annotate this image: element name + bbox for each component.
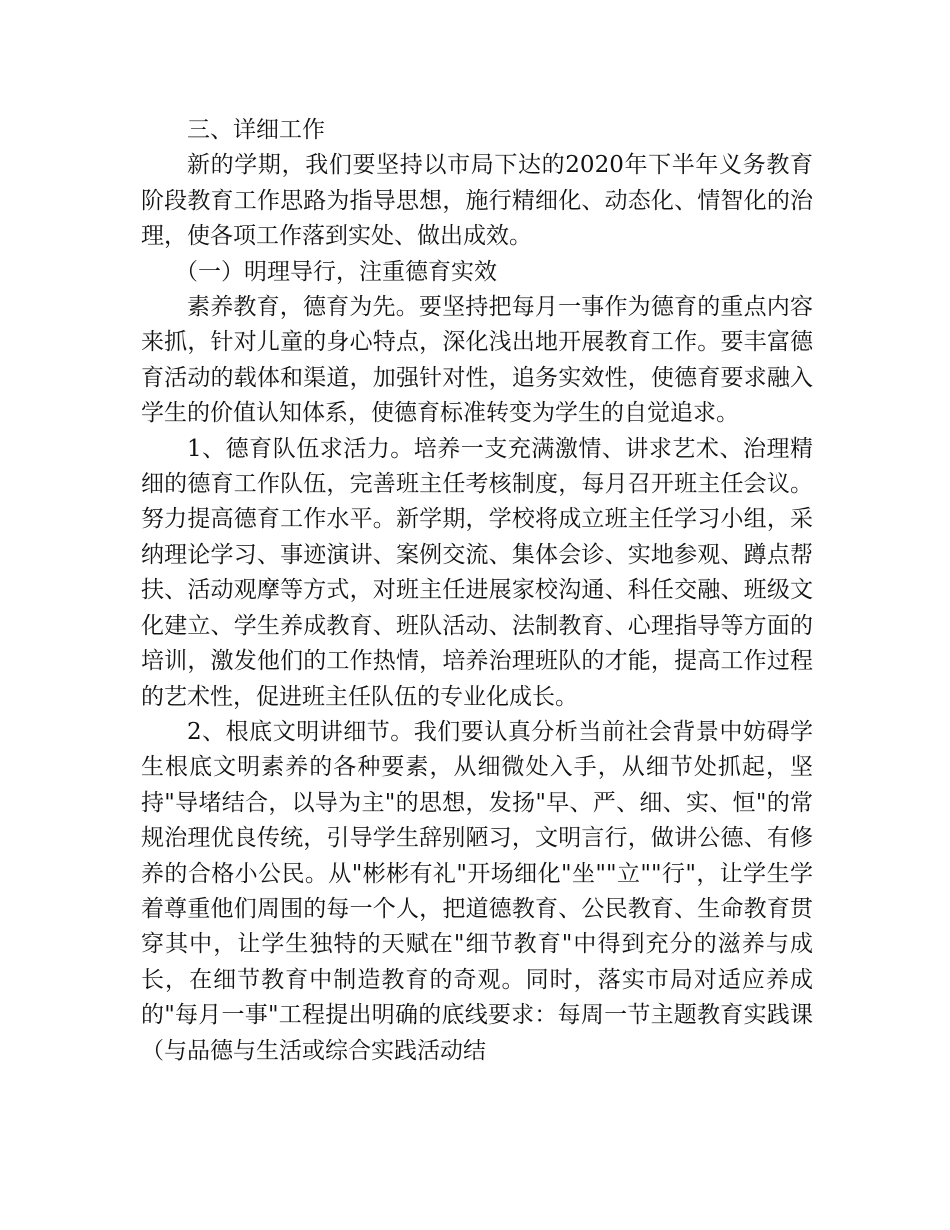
intro-paragraph: 新的学期，我们要坚持以市局下达的2020年下半年义务教育阶段教育工作思路为指导思想，施行精细化、动态化、情智化的治理，使各项工作落到实处、做出成效。 [141,152,813,250]
moral-education-paragraph: 素养教育，德育为先。要坚持把每月一事作为德育的重点内容来抓，针对儿童的身心特点，深化浅出地开展教育工作。要丰富德育活动的载体和渠道，加强针对性，追务实效性，使德育要求融入学生的价值认知体系，使德育标准转变为学生的自觉追求。 [141,294,813,427]
document-page [141,113,813,1069]
subsection-heading: （一）明理导行，注重德育实效 [175,258,497,285]
section-heading: 三、详细工作 [187,117,325,143]
item-2-paragraph: 2、根底文明讲细节。我们要认真分析当前社会背景中妨碍学生根底文明素养的各种要素，从细微处入手，从细节处抓起，坚持"导堵结合，以导为主"的思想，发扬"早、严、细、实、恒"的常规治理优良传统，引导学生辞别陋习，文明言行，做讲公德、有修养的合格小公民。从"彬彬有礼"开场细化"坐""立""行"，让学生学着尊重他们周围的每一个人，把道德教育、公民教育、生命教育贯穿其中，让学生独特的天赋在"细节教育"中得到充分的滋养与成长，在细节教育中制造教育的奇观。同时，落实市局对适应养成的"每月一事"工程提出明确的底线要求：每周一节主题教育实践课（与品德与生活或综合实践活动结 [141,718,813,1064]
item-1-paragraph: 1、德育队伍求活力。培养一支充满激情、讲求艺术、治理精细的德育工作队伍，完善班主任考核制度，每月召开班主任会议。努力提高德育工作水平。新学期，学校将成立班主任学习小组，采纳理论学习、事迹演讲、案例交流、集体会诊、实地参观、蹲点帮扶、活动观摩等方式，对班主任进展家校沟通、科任交融、班级文化建立、学生养成教育、班队活动、法制教育、心理指导等方面的培训，激发他们的工作热情，培养治理班队的才能，提高工作过程的艺术性，促进班主任队伍的专业化成长。 [141,435,813,710]
